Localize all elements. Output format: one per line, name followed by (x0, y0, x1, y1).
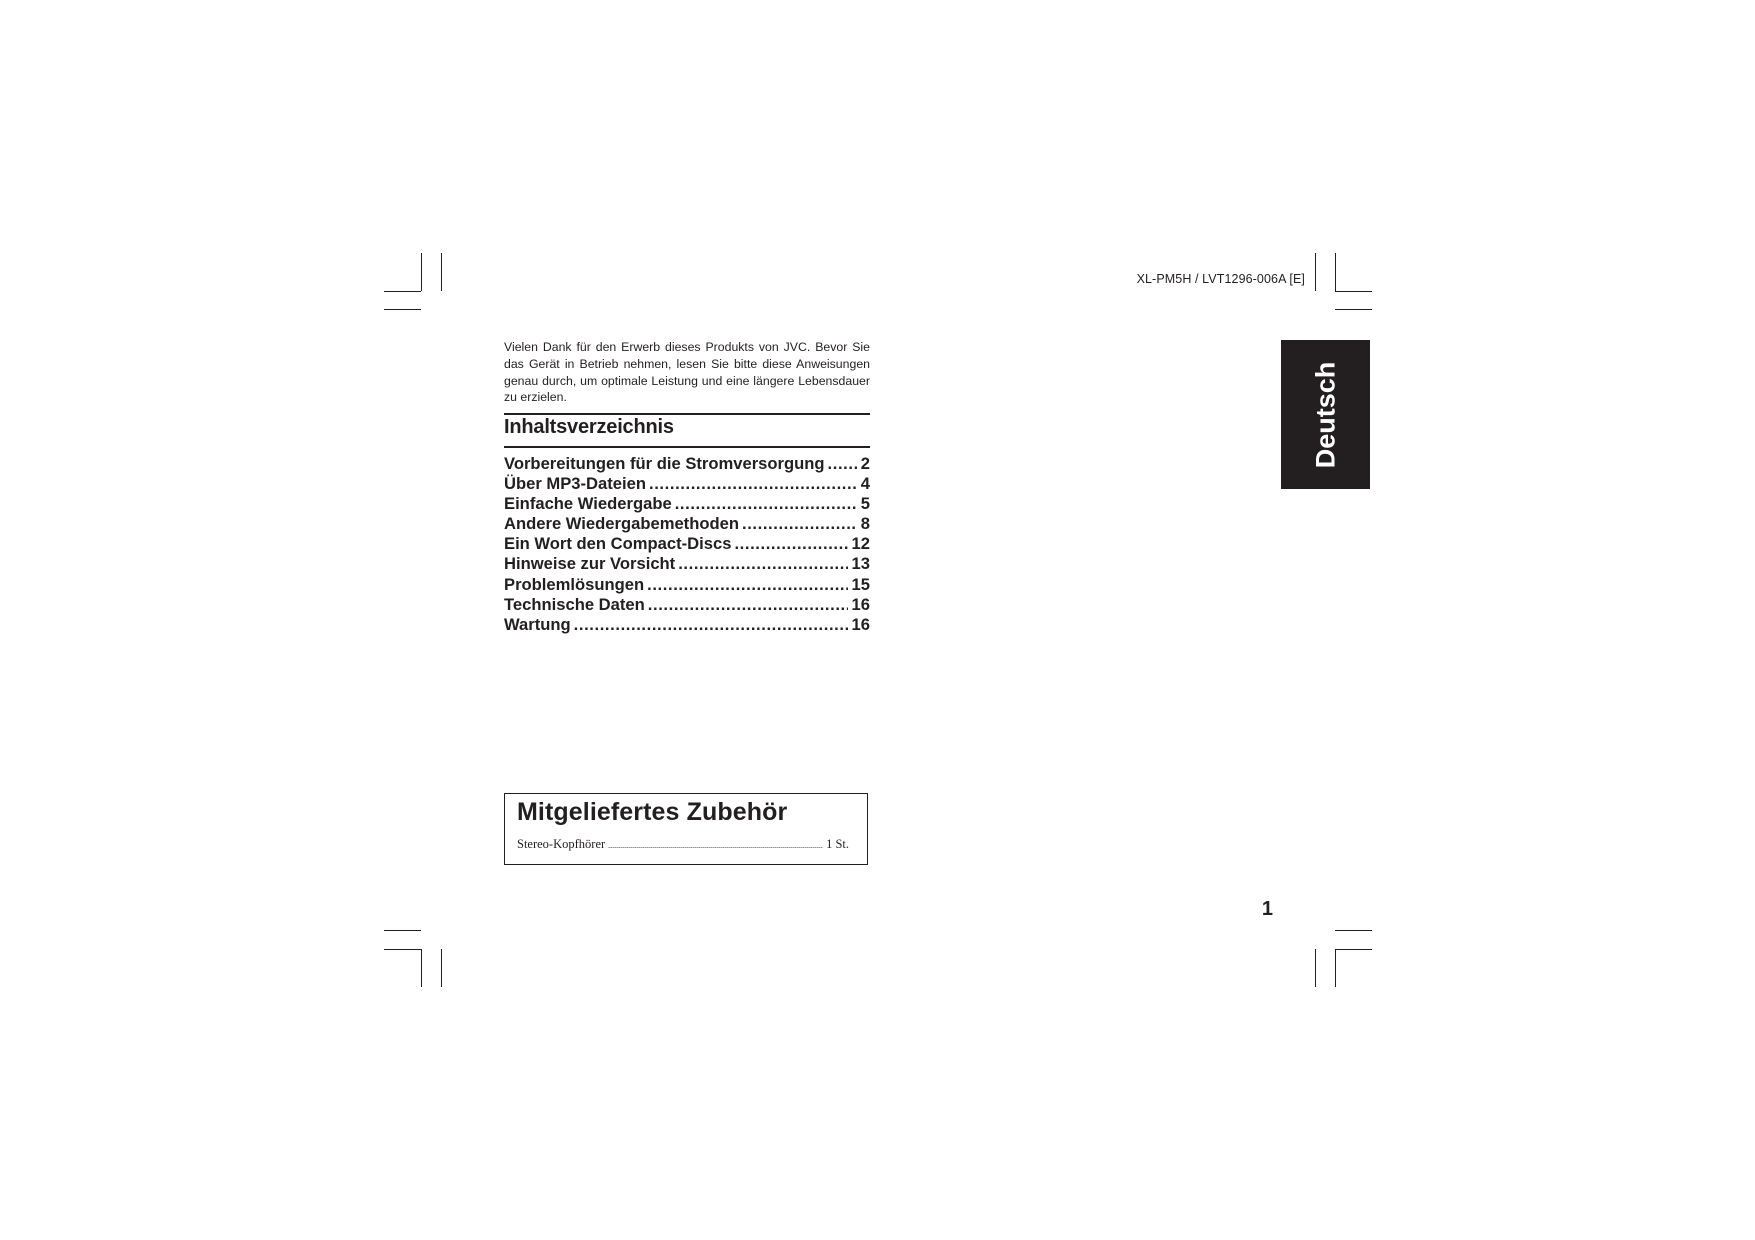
toc-entry[interactable] (504, 474, 870, 494)
crop-mark-top-right-v2 (1335, 253, 1336, 291)
crop-mark-bottom-left-h2 (384, 949, 421, 950)
toc-leader-dots (828, 454, 857, 474)
accessory-leader-dots (608, 841, 823, 850)
toc-entry[interactable] (504, 494, 870, 514)
toc-entry-page: 13 (851, 554, 870, 574)
toc-entry[interactable] (504, 454, 870, 474)
toc-rule-bottom (504, 446, 870, 448)
toc-leader-dots (734, 534, 847, 554)
toc-entry-title: Problemlösungen (504, 574, 645, 594)
toc-leader-dots (675, 494, 857, 514)
toc-leader-dots (742, 514, 857, 534)
crop-mark-top-right-h2 (1335, 309, 1372, 310)
crop-mark-top-right-h (1335, 291, 1372, 292)
crop-mark-bottom-left-h (384, 930, 421, 931)
crop-mark-top-left-h (384, 291, 421, 292)
toc-entry-title: Vorbereitungen für die Stromversorgung (504, 454, 825, 473)
toc-leader-dots (678, 554, 847, 574)
toc-leader-dots (647, 575, 847, 595)
language-tab-label: Deutsch (1310, 361, 1340, 468)
toc-entry-title: Technische Daten (504, 594, 645, 614)
toc-entry-page: 16 (851, 594, 870, 614)
language-tab (1281, 340, 1370, 489)
crop-mark-bottom-right-h (1335, 930, 1372, 931)
accessory-item (517, 837, 849, 852)
toc-entry[interactable] (504, 514, 870, 534)
toc-heading: Inhaltsverzeichnis (504, 416, 674, 438)
toc-entry-page: 15 (851, 574, 870, 594)
toc-leader-dots (648, 595, 848, 615)
toc-entry[interactable] (504, 595, 870, 615)
crop-mark-top-left-v2 (441, 253, 442, 291)
toc-entry-title: Einfache Wiedergabe (504, 494, 672, 514)
toc-entry[interactable] (504, 534, 870, 554)
crop-mark-bottom-left-v2 (441, 949, 442, 987)
toc-entry[interactable] (504, 575, 870, 595)
crop-mark-top-left-h2 (384, 309, 421, 310)
toc-entry[interactable] (504, 554, 870, 574)
toc-entry-title: Ein Wort den Compact-Discs (504, 534, 732, 554)
intro-paragraph: Vielen Dank für den Erwerb dieses Produkts von JVC. Bevor Sie das Gerät in Betrieb nehmen, lesen Sie bitte diese Anweisungen genau durch, um optimale Leistung und eine längere Lebensdauer zu erzielen. (504, 340, 870, 405)
crop-mark-top-left-v (421, 253, 422, 291)
toc-entry-title: Wartung (504, 614, 571, 634)
toc-leader-dots (574, 615, 848, 635)
accessory-quantity: 1 St. (826, 837, 849, 851)
crop-mark-top-right-v (1315, 253, 1316, 291)
crop-mark-bottom-right-v2 (1335, 949, 1336, 987)
toc-list (504, 454, 870, 635)
accessory-name: Stereo-Kopfhörer (517, 837, 606, 851)
toc-entry-page: 2 (860, 454, 870, 473)
crop-mark-bottom-right-v (1315, 949, 1316, 987)
crop-mark-bottom-left-v (421, 949, 422, 987)
page-number: 1 (1261, 898, 1273, 920)
toc-entry-page: 8 (860, 514, 870, 534)
toc-leader-dots (649, 474, 857, 494)
toc-entry-title: Andere Wiedergabemethoden (504, 514, 739, 534)
toc-entry-page: 12 (851, 534, 870, 554)
toc-entry[interactable] (504, 615, 870, 635)
document-code: XL-PM5H / LVT1296-006A [E] (1136, 272, 1305, 286)
toc-entry-page: 5 (860, 494, 870, 514)
toc-entry-title: Über MP3-Dateien (504, 474, 647, 494)
toc-rule-top (504, 413, 870, 415)
toc-entry-page: 4 (860, 474, 870, 494)
accessories-title: Mitgeliefertes Zubehör (517, 798, 788, 826)
toc-entry-page: 16 (851, 614, 870, 634)
toc-entry-title: Hinweise zur Vorsicht (504, 554, 676, 574)
crop-mark-bottom-right-h2 (1335, 949, 1372, 950)
accessories-box (504, 793, 868, 865)
